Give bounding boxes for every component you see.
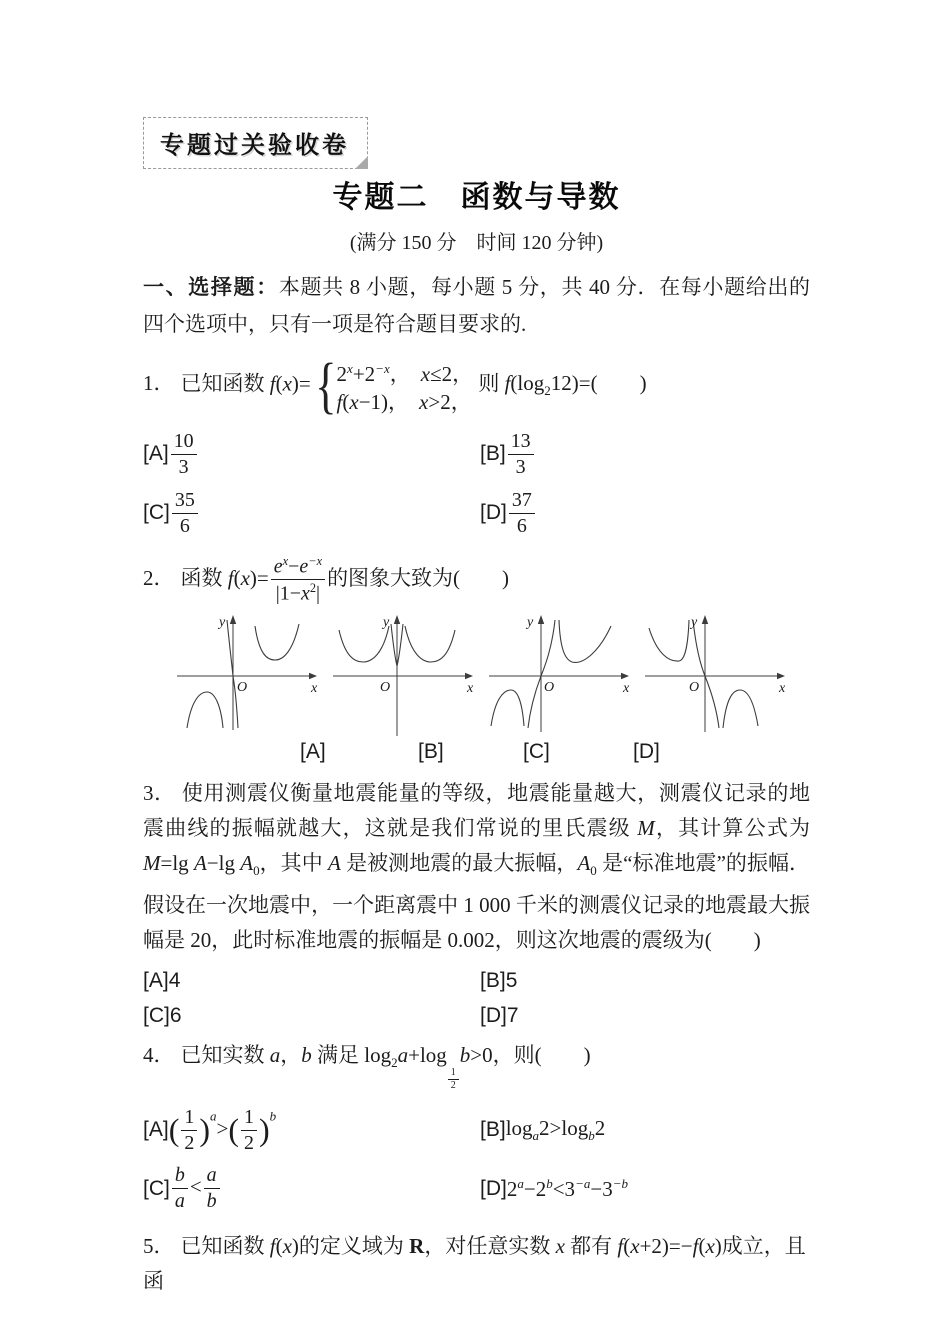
math-token: 0 [253, 863, 260, 879]
math-token: +2)=− [639, 1234, 693, 1259]
math-token: x [420, 362, 431, 386]
exam-badge [143, 117, 368, 169]
math-token: <3 [552, 1176, 576, 1201]
axis-label-y: y [219, 614, 226, 630]
math-token: e [299, 555, 309, 578]
graph-option-labels [143, 740, 810, 768]
question-1-options [143, 430, 810, 538]
axis-label-origin: O [237, 679, 248, 695]
math-token: f [269, 371, 276, 396]
question-2-stem [143, 554, 810, 606]
fraction-numerator: 37 [511, 488, 532, 511]
axis-label-x: x [623, 680, 630, 696]
section-heading-rest: 本题共 8 小题，每小题 5 分，共 40 分．在每小题给出的四个选项中，只有一项是符合题目要求的. [143, 275, 810, 336]
corner-fold-icon [355, 156, 368, 169]
math-token: 2 [336, 362, 348, 386]
math-token [204, 1188, 220, 1189]
option-math [170, 1164, 222, 1213]
math-token: ≤2， [430, 362, 474, 386]
option-label: [B] [480, 969, 506, 993]
y-axis-arrow [394, 615, 400, 624]
fraction [509, 489, 535, 538]
math-token: a [517, 1175, 524, 1191]
question-4-stem [143, 1042, 810, 1092]
option-label: [B] [480, 1118, 506, 1142]
math-token: < [189, 1174, 202, 1199]
math-token: ) [258, 1110, 270, 1147]
math-token: ，其计算公式为 [654, 815, 811, 840]
math-token: 1 [184, 1105, 195, 1128]
math-run [227, 553, 327, 605]
math-token: − [288, 555, 300, 578]
math-token: f [617, 1234, 624, 1259]
option-a [143, 1106, 480, 1155]
option-b [480, 1116, 810, 1144]
math-token: x [705, 1234, 715, 1259]
question-3-stem [143, 776, 810, 958]
math-token: 2 [243, 1131, 254, 1154]
math-token: 2 [450, 1080, 456, 1092]
option-b [480, 430, 810, 479]
option-a [143, 964, 480, 997]
x-axis-arrow [465, 673, 473, 679]
option-a [143, 430, 480, 479]
page-title: 专题二 函数与导数 [332, 181, 621, 214]
math-token: )的定义域为 [291, 1234, 410, 1259]
math-token: ( [168, 1110, 180, 1147]
curve [339, 626, 389, 662]
question-text: 函数 [180, 565, 223, 590]
option-c [143, 999, 480, 1032]
math-token: x [349, 390, 359, 414]
option-value: 6 [169, 1004, 182, 1028]
option-label: [D] [480, 501, 507, 525]
math-token [172, 1164, 188, 1213]
fraction [508, 430, 534, 479]
question-text [143, 1234, 806, 1293]
option-label: [A] [143, 1118, 169, 1142]
math-run [504, 371, 647, 399]
axis-label-x: x [779, 680, 786, 696]
math-token: −1)， [358, 390, 410, 414]
option-d [480, 489, 810, 538]
math-token [172, 1188, 188, 1189]
x-axis-arrow [777, 673, 785, 679]
math-token: x [555, 1234, 565, 1259]
math-token: A [193, 850, 207, 875]
math-token [271, 554, 325, 579]
math-token: a [269, 1043, 281, 1068]
math-token [181, 1130, 197, 1131]
math-token [448, 1068, 459, 1092]
fraction-bar [508, 454, 534, 455]
case-row [337, 388, 474, 416]
question-3-options [143, 964, 810, 1032]
math-token: b [206, 1190, 217, 1213]
option-label: [C] [143, 501, 170, 525]
math-token: 1 [450, 1066, 456, 1078]
math-token: a [206, 1164, 217, 1187]
graph-label-b: [B] [418, 739, 444, 763]
math-token: )= [291, 371, 311, 396]
graph-label-c: [C] [523, 739, 550, 763]
math-token: 已知实数 [180, 1043, 270, 1068]
curve [491, 690, 524, 726]
math-token: R [409, 1234, 425, 1259]
math-token: +log [408, 1043, 447, 1068]
math-token: −x [375, 361, 390, 376]
axis-label-y: y [691, 614, 698, 630]
math-token: 2 [391, 1055, 398, 1071]
option-c [143, 1164, 480, 1213]
option-label: [C] [143, 1004, 170, 1028]
y-axis-arrow [230, 615, 236, 624]
fraction-denominator: 3 [515, 455, 526, 478]
question-text: 则 [478, 371, 500, 396]
math-token: ( [233, 565, 241, 590]
math-token: 2 [506, 1176, 518, 1201]
math-token: x [282, 553, 289, 568]
math-token: f [692, 1234, 699, 1259]
axis-label-y: y [527, 614, 534, 630]
math-token: x [301, 582, 310, 605]
math-token: >0，则( ) [470, 1043, 591, 1068]
math-token: A [328, 850, 341, 875]
math-token: 2 [309, 581, 317, 596]
fraction-denominator: 6 [516, 514, 527, 537]
question-text [143, 781, 810, 952]
axis-label-origin: O [689, 679, 700, 695]
math-token: ( [275, 1234, 283, 1259]
question-number: 2． [143, 565, 175, 590]
math-token: log [364, 1043, 392, 1068]
math-token: b [546, 1175, 553, 1191]
option-value: 5 [505, 969, 518, 993]
math-token: ( [228, 1110, 239, 1147]
option-d [480, 1176, 810, 1202]
math-token: f [504, 371, 511, 396]
math-token: ，对任意实数 [424, 1234, 556, 1259]
math-token: M [143, 850, 161, 875]
math-token: −x [308, 553, 323, 568]
fraction-denominator: 3 [178, 455, 189, 478]
question-text: 的图象大致为( ) [327, 565, 510, 590]
math-token: A [240, 850, 254, 875]
curve [723, 690, 758, 728]
question-number: 4． [143, 1043, 175, 1068]
math-token: a [209, 1107, 217, 1123]
math-token: b [588, 1128, 595, 1144]
fraction-bar [172, 513, 198, 514]
math-token: b [459, 1043, 471, 1068]
math-token: > [216, 1115, 229, 1140]
math-token: )成立，且函 [143, 1234, 806, 1294]
question-text [180, 1043, 591, 1092]
graph-a [171, 610, 321, 738]
math-token: 是“标准地震”的振幅．假设在一次地震中，一个距离震中 1 000 千米的测震仪记录的地震最大振幅是 20，此时标准地震的振幅是 0.002，则这次地震的震级为( ) [143, 850, 811, 953]
y-axis-arrow [702, 615, 708, 624]
option-math [169, 1106, 276, 1155]
math-token: log [505, 1115, 533, 1140]
x-axis-arrow [309, 673, 317, 679]
math-token: ，其中 [259, 850, 329, 875]
fraction-numerator: 35 [174, 488, 195, 511]
axis-label-y: y [383, 614, 390, 630]
math-token [181, 1106, 197, 1155]
question-2-graphs [171, 610, 810, 738]
math-token: 2 [544, 383, 551, 399]
math-token: b [174, 1164, 185, 1187]
graph-label-a: [A] [300, 739, 326, 763]
question-number: 5． [143, 1234, 175, 1259]
option-label: [D] [480, 1176, 507, 1200]
fraction [172, 489, 198, 538]
math-token [271, 554, 325, 606]
graph-label-d: [D] [633, 739, 660, 763]
math-token: a [397, 1043, 409, 1068]
axis-label-origin: O [380, 679, 391, 695]
math-token: |1− [275, 582, 301, 605]
option-math [507, 1176, 628, 1202]
y-axis-arrow [538, 615, 544, 624]
math-token: ( [623, 1234, 631, 1259]
math-token: 0 [590, 863, 597, 879]
question-4-options [143, 1106, 810, 1214]
math-token: ( [275, 371, 283, 396]
option-math [506, 1116, 606, 1144]
option-value: 4 [168, 969, 181, 993]
math-token: A [577, 850, 591, 875]
exam-info: (满分 150 分 时间 120 分钟) [349, 232, 604, 254]
math-token: e [273, 555, 283, 578]
math-token: 1 [243, 1105, 254, 1128]
question-number: 1． [143, 371, 175, 396]
curve [693, 620, 719, 728]
math-token: −a [575, 1175, 591, 1191]
math-token: >2， [428, 390, 472, 414]
math-token: 都有 [564, 1234, 618, 1259]
curve [255, 624, 299, 660]
math-token: −lg [206, 850, 241, 875]
math-token: 2>log [539, 1115, 589, 1140]
math-token: a [174, 1190, 185, 1213]
math-token: M [637, 815, 655, 840]
math-token: −3 [590, 1176, 613, 1201]
math-token: 2 [594, 1115, 606, 1140]
math-token: ， [280, 1043, 302, 1068]
math-token: x [347, 361, 353, 376]
math-token: f [227, 565, 234, 590]
math-token: b [269, 1107, 277, 1123]
option-c [143, 489, 480, 538]
fraction [171, 430, 197, 479]
math-token [241, 1130, 257, 1131]
math-token [241, 1106, 257, 1155]
curve [187, 692, 223, 728]
math-token: b [301, 1043, 312, 1068]
graph-d [639, 610, 789, 738]
option-label: [C] [143, 1176, 170, 1200]
axis-label-x: x [311, 680, 318, 696]
option-d [480, 999, 810, 1032]
math-token: x [240, 565, 250, 590]
math-token: ( [698, 1234, 706, 1259]
math-token: 12)=( ) [550, 371, 647, 396]
option-label: [B] [480, 442, 506, 466]
math-token [271, 579, 325, 580]
curve [649, 620, 689, 661]
section-heading-bold: 一、选择题： [143, 275, 279, 299]
axis-label-x: x [467, 680, 474, 696]
math-token: 是被测地震的最大振幅， [340, 850, 578, 875]
math-token: f [269, 1234, 276, 1259]
math-token: 使用测震仪衡量地震能量的等级，地震能量越大，测震仪记录的地震曲线的振幅就越大，这就是我们常说的里氏震级 [143, 780, 811, 840]
math-token: −2 [523, 1176, 547, 1201]
section-heading [143, 269, 810, 343]
math-token: ( [342, 390, 350, 414]
question-1-stem [143, 351, 810, 420]
math-token [204, 1164, 220, 1213]
math-token: f [336, 390, 343, 414]
question-number: 3． [143, 780, 176, 805]
math-run [270, 371, 311, 395]
math-token: | [316, 582, 321, 605]
curve [559, 620, 611, 662]
option-label: [D] [480, 1004, 507, 1028]
option-label: [A] [143, 442, 169, 466]
math-token: (log [510, 371, 545, 396]
graph-c [483, 610, 633, 738]
math-token: =lg [160, 850, 194, 875]
math-token: ) [199, 1110, 210, 1147]
fraction-numerator: 10 [173, 430, 194, 452]
option-value: 7 [506, 1004, 519, 1028]
math-token: a [532, 1128, 540, 1144]
math-token: −b [612, 1175, 628, 1191]
math-token: 满足 [311, 1043, 365, 1068]
fraction-bar [171, 454, 197, 455]
math-token: 2 [184, 1131, 195, 1154]
math-token: 已知函数 [180, 1234, 270, 1259]
question-5-stem [143, 1229, 810, 1299]
math-token: x [419, 390, 429, 414]
math-token: +2 [352, 362, 376, 386]
fraction-denominator: 6 [179, 514, 190, 537]
x-axis-arrow [621, 673, 629, 679]
piecewise-brace: { [314, 351, 337, 420]
math-token: )= [249, 565, 269, 590]
math-token: x [282, 1234, 292, 1259]
math-token: ， [389, 362, 411, 386]
case-row [337, 355, 474, 388]
option-label: [A] [143, 969, 169, 993]
badge-label: 专题过关验收卷 [160, 133, 349, 159]
math-token: x [630, 1234, 640, 1259]
math-token: x [282, 371, 292, 396]
curve [405, 626, 455, 662]
option-b [480, 964, 810, 997]
math-token [273, 581, 323, 606]
fraction-numerator: 13 [510, 430, 531, 452]
piecewise-cases [337, 355, 474, 416]
axis-label-origin: O [544, 679, 555, 695]
fraction-bar [509, 513, 535, 514]
graph-b [327, 610, 477, 738]
question-text: 已知函数 [180, 371, 265, 396]
